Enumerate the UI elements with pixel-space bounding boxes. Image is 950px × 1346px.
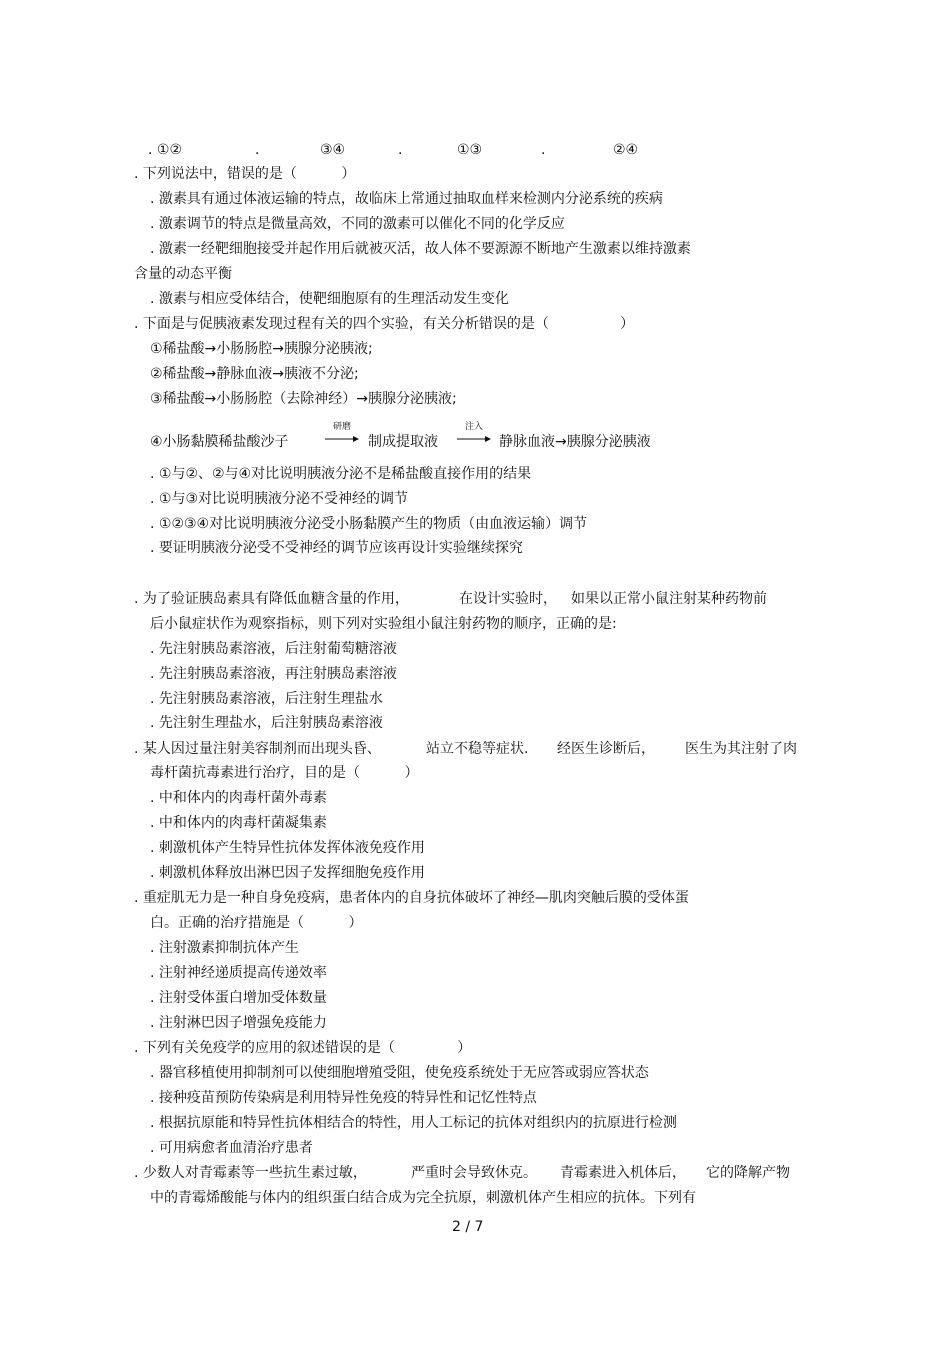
- q5-option: . 注射激素抑制抗体产生: [150, 940, 299, 956]
- arrow-icon: [325, 435, 359, 443]
- q1-option: . 激素一经靶细胞接受并起作用后就被灭活，故人体不要源源不断地产生激素以维持激素: [150, 241, 691, 257]
- top-option-d: .: [398, 142, 403, 158]
- top-option-f: .: [541, 142, 546, 158]
- q7-stem-part4: 它的降解产物: [706, 1165, 790, 1181]
- q5-stem: . 重症肌无力是一种自身免疫病，患者体内的自身抗体破坏了神经—肌肉突触后膜的受体蛋: [134, 890, 689, 906]
- q7-stem-line2: 中的青霉烯酸能与体内的组织蛋白结合成为完全抗原，刺激机体产生相应的抗体。下列有: [150, 1190, 696, 1206]
- q4-option: . 中和体内的肉毒杆菌外毒素: [150, 790, 327, 806]
- q5-option: . 注射神经递质提高传递效率: [150, 965, 327, 981]
- q3-stem-part3: 如果以正常小鼠注射某种药物前: [571, 591, 767, 607]
- q3-option: . 先注射胰岛素溶液，再注射胰岛素溶液: [150, 666, 397, 682]
- q4-option: . 刺激机体释放出淋巴因子发挥细胞免疫作用: [150, 865, 425, 881]
- q2-option: . ①与③对比说明胰液分泌不受神经的调节: [150, 491, 409, 507]
- arrow-icon: [457, 435, 491, 443]
- q7-stem-part2: 严重时会导致休克。: [411, 1165, 537, 1181]
- q4-stem-part2: 站立不稳等症状.: [426, 741, 529, 757]
- q3-option: . 先注射胰岛素溶液，后注射生理盐水: [150, 691, 383, 707]
- q7-stem-part3: 青霉素进入机体后，: [560, 1165, 686, 1181]
- top-option-b: .: [255, 142, 260, 158]
- q3-option: . 先注射生理盐水，后注射胰岛素溶液: [150, 715, 383, 731]
- q2-option: . 要证明胰液分泌受不受神经的调节应该再设计实验继续探究: [150, 540, 523, 556]
- q1-option: . 激素与相应受体结合，使靶细胞原有的生理活动发生变化: [150, 291, 509, 307]
- grind-arrow-label: 研磨: [332, 422, 351, 432]
- q4-stem-line2: 毒杆菌抗毒素进行治疗，目的是（ ）: [150, 765, 419, 781]
- top-option-a: . ①②: [148, 142, 183, 158]
- q1-option-continued: 含量的动态平衡: [134, 266, 232, 282]
- top-option-g: ②④: [613, 142, 639, 158]
- q4-stem-part3: 经医生诊断后，: [557, 741, 655, 757]
- q6-option: . 可用病愈者血清治疗患者: [150, 1140, 313, 1156]
- q6-option: . 接种疫苗预防传染病是利用特异性免疫的特异性和记忆性特点: [150, 1090, 537, 1106]
- q1-stem: . 下列说法中，错误的是（ ）: [134, 166, 356, 182]
- q2-experiment: ①稀盐酸→小肠肠腔→胰腺分泌胰液;: [150, 341, 373, 357]
- q2-option: . ①与②、②与④对比说明胰液分泌不是稀盐酸直接作用的结果: [150, 466, 532, 482]
- q1-option: . 激素具有通过体液运输的特点，故临床上常通过抽取血样来检测内分泌系统的疾病: [150, 191, 663, 207]
- inject-arrow-label: 注入: [464, 422, 483, 432]
- q4-option: . 中和体内的肉毒杆菌凝集素: [150, 815, 327, 831]
- q5-stem-line2: 白。正确的治疗措施是（ ）: [150, 915, 363, 931]
- q2-experiment: ②稀盐酸→静脉血液→胰液不分泌;: [150, 366, 359, 382]
- q2-experiment-4-part3: 静脉血液→胰腺分泌胰液: [499, 434, 651, 450]
- q3-option: . 先注射胰岛素溶液，后注射葡萄糖溶液: [150, 641, 397, 657]
- q5-option: . 注射淋巴因子增强免疫能力: [150, 1015, 327, 1031]
- q2-experiment: ③稀盐酸→小肠肠腔（去除神经）→胰腺分泌胰液;: [150, 391, 457, 407]
- q3-stem-part2: 在设计实验时，: [459, 591, 557, 607]
- top-option-e: ①③: [457, 142, 483, 158]
- q7-stem-part1: . 少数人对青霉素等一些抗生素过敏，: [134, 1165, 367, 1181]
- q3-stem-part1: . 为了验证胰岛素具有降低血糖含量的作用，: [134, 591, 409, 607]
- q3-stem-line2: 后小鼠症状作为观察指标，则下列对实验组小鼠注射药物的顺序，正确的是:: [150, 616, 617, 632]
- q2-experiment-4-part1: ④小肠黏膜稀盐酸沙子: [150, 434, 289, 450]
- q6-stem: . 下列有关免疫学的应用的叙述错误的是（ ）: [134, 1040, 472, 1056]
- q2-experiment-4-part2: 制成提取液: [368, 434, 438, 450]
- q1-option: . 激素调节的特点是微量高效，不同的激素可以催化不同的化学反应: [150, 216, 565, 232]
- q4-stem-part1: . 某人因过量注射美容制剂而出现头昏、: [134, 741, 381, 757]
- q6-option: . 根据抗原能和特异性抗体相结合的特性，用人工标记的抗体对组织内的抗原进行检测: [150, 1115, 677, 1131]
- q4-option: . 刺激机体产生特异性抗体发挥体液免疫作用: [150, 840, 425, 856]
- q2-option: . ①②③④对比说明胰液分泌受小肠黏膜产生的物质（由血液运输）调节: [150, 516, 588, 532]
- top-option-c: ③④: [320, 142, 346, 158]
- q4-stem-part4: 医生为其注射了肉: [685, 741, 797, 757]
- grind-arrow: [325, 421, 359, 451]
- q2-stem: . 下面是与促胰液素发现过程有关的四个实验，有关分析错误的是（ ）: [134, 316, 635, 332]
- q6-option: . 器官移植使用抑制剂可以使细胞增殖受阻，使免疫系统处于无应答或弱应答状态: [150, 1065, 649, 1081]
- page-number: 2 / 7: [452, 1219, 484, 1235]
- q5-option: . 注射受体蛋白增加受体数量: [150, 990, 327, 1006]
- inject-arrow: [457, 421, 491, 451]
